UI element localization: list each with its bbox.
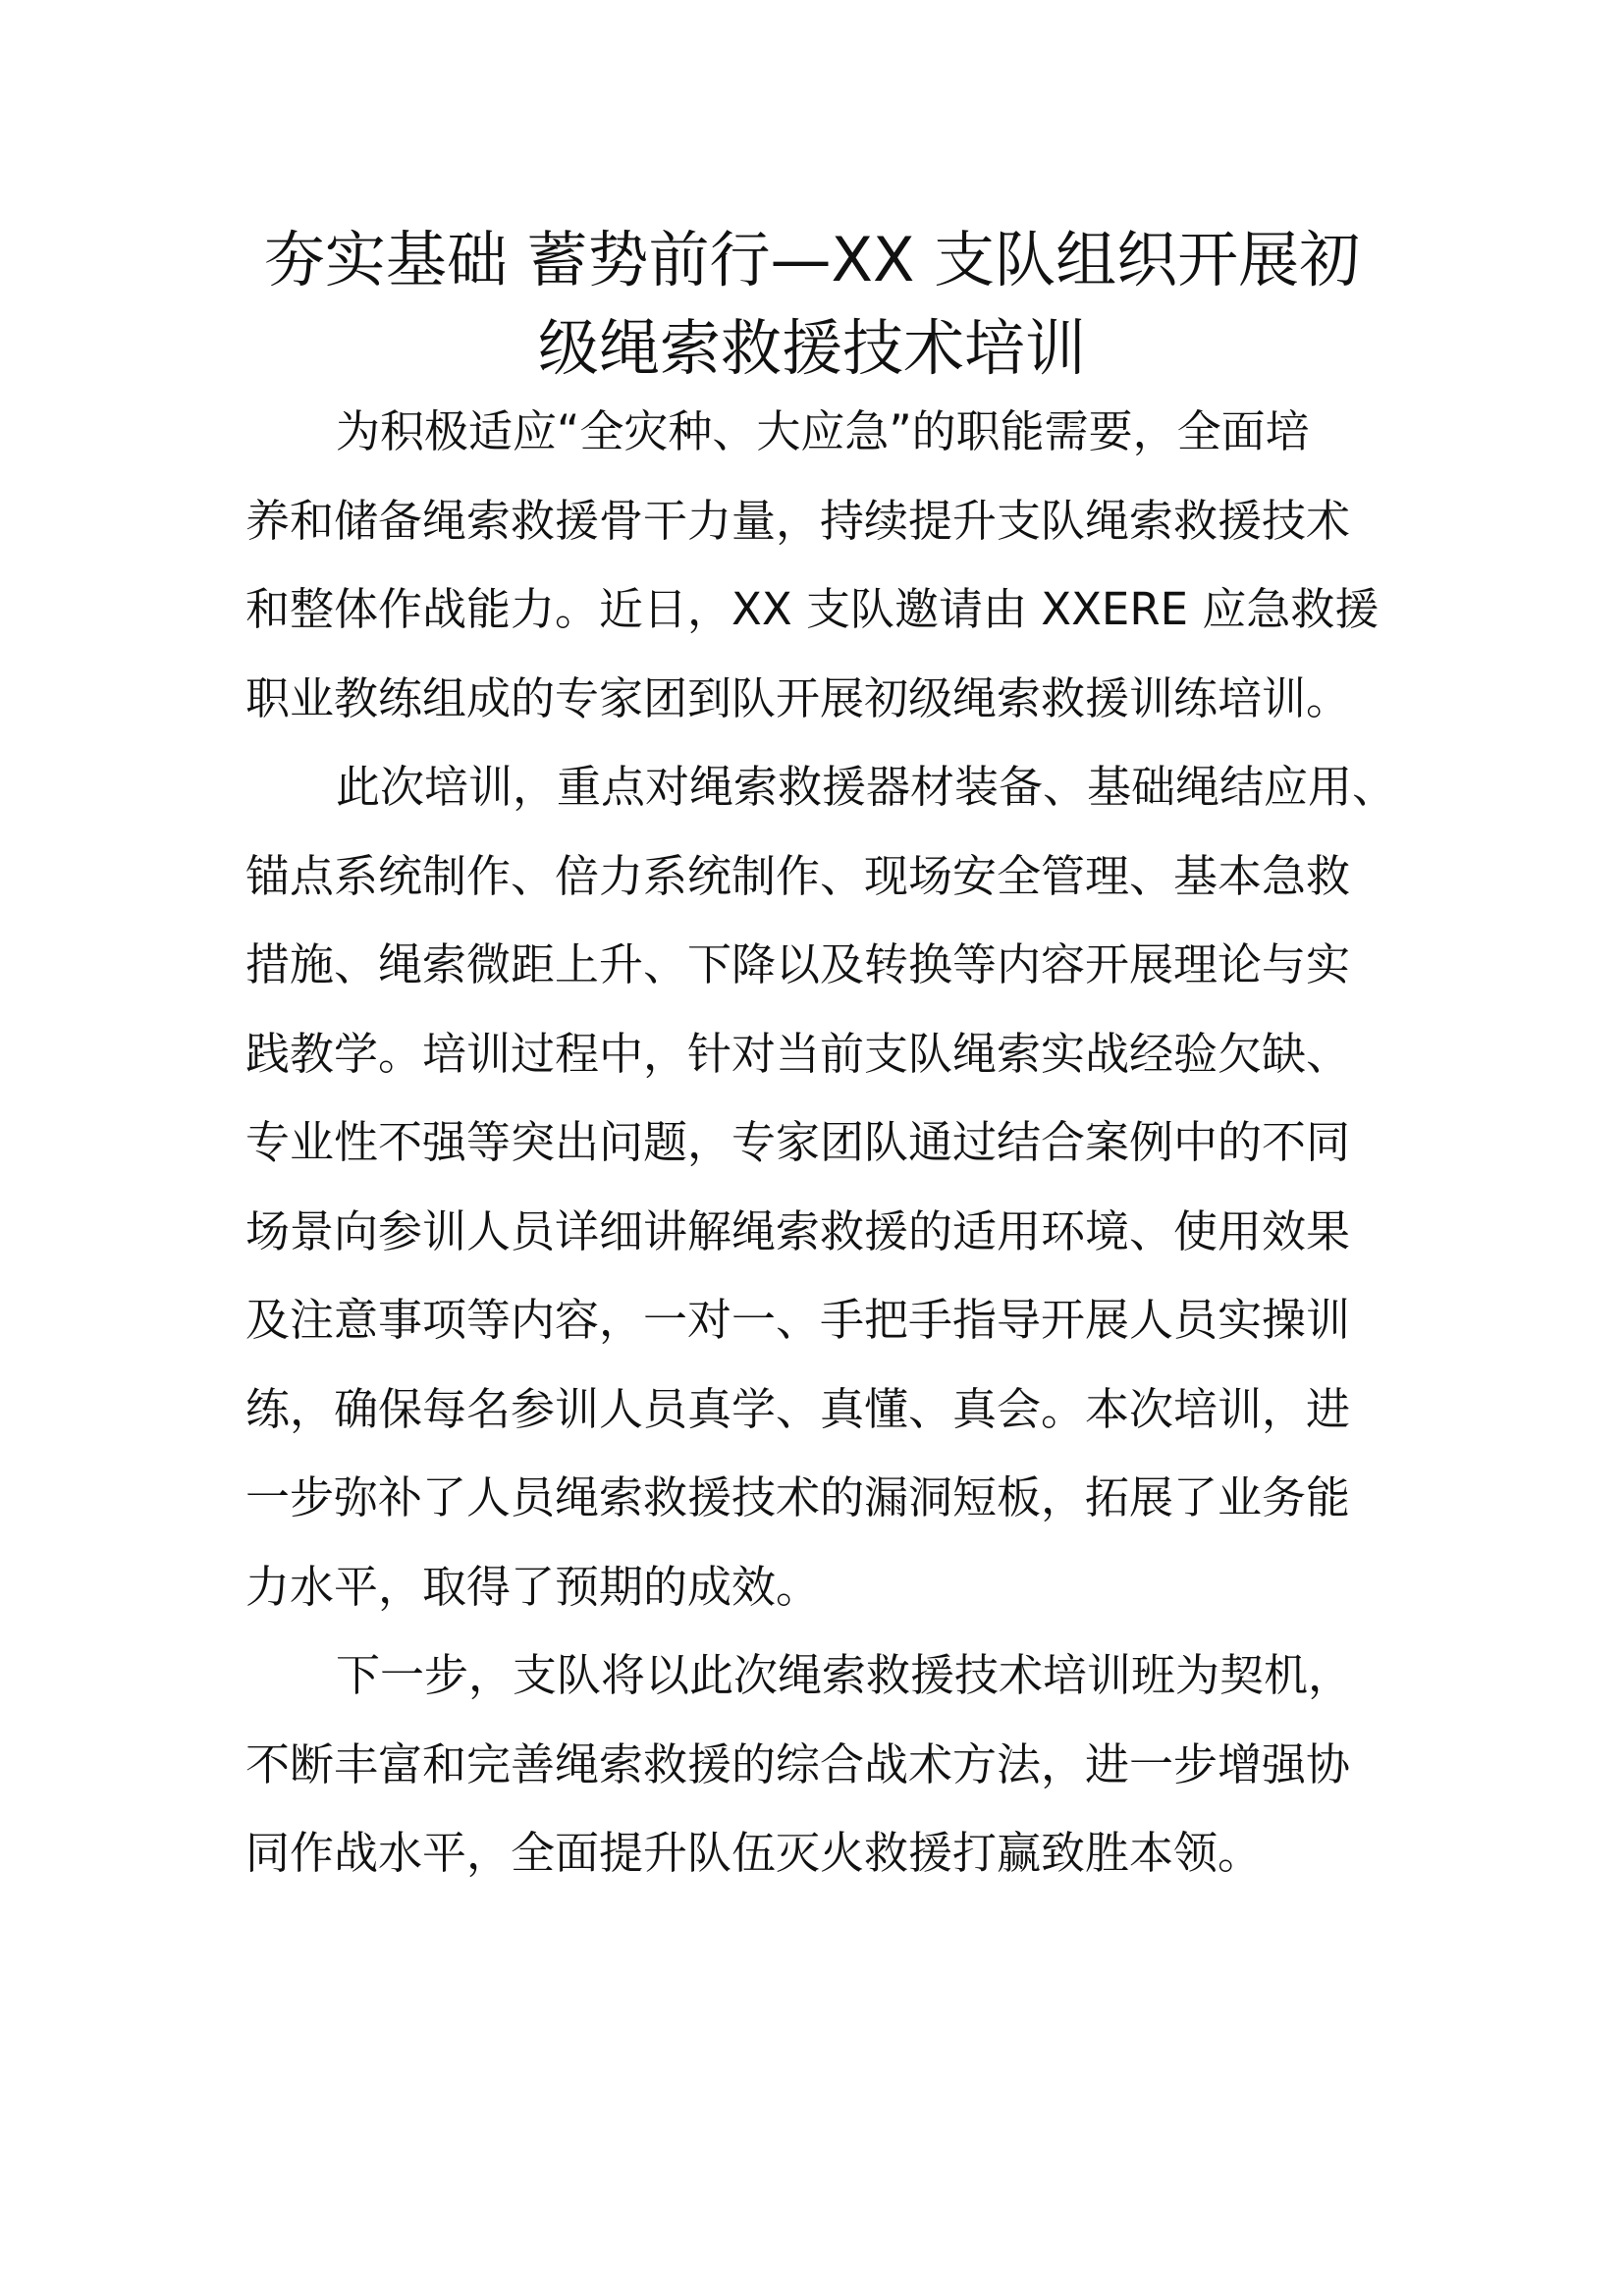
text-line: 下一步，支队将以此次绳索救援技术培训班为契机， bbox=[336, 1649, 1353, 1701]
document-body bbox=[245, 388, 1397, 1898]
text-line: 及注意事项等内容，一对一、手把手指导开展人员实操训 bbox=[245, 1294, 1351, 1346]
text-line: 场景向参训人员详细讲解绳索救援的适用环境、使用效果 bbox=[245, 1204, 1351, 1257]
document-title bbox=[236, 216, 1388, 393]
title-line: 级绳索救援技术培训 bbox=[537, 312, 1086, 384]
title-line: 夯实基础 蓄势前行—XX 支队组织开展初 bbox=[263, 224, 1361, 295]
paragraph-2 bbox=[245, 743, 1397, 1631]
paragraph-3 bbox=[245, 1631, 1384, 1898]
text-line: 一步弥补了人员绳索救援技术的漏洞短板，拓展了业务能 bbox=[245, 1471, 1351, 1523]
text-line: 养和储备绳索救援骨干力量，持续提升支队绳索救援技术 bbox=[245, 494, 1351, 547]
text-line: 专业性不强等突出问题，专家团队通过结合案例中的不同 bbox=[245, 1116, 1351, 1168]
text-line: 此次培训，重点对绳索救援器材装备、基础绳结应用、 bbox=[336, 761, 1397, 813]
text-line: 践教学。培训过程中，针对当前支队绳索实战经验欠缺、 bbox=[245, 1027, 1351, 1080]
text-line: 和整体作战能力。近日，XX 支队邀请由 XXERE 应急救援 bbox=[245, 583, 1380, 635]
text-line: 职业教练组成的专家团到队开展初级绳索救援训练培训。 bbox=[245, 671, 1351, 724]
text-line: 力水平，取得了预期的成效。 bbox=[245, 1560, 821, 1613]
text-line: 不断丰富和完善绳索救援的综合战术方法，进一步增强协 bbox=[245, 1737, 1351, 1790]
text-line: 锚点系统制作、倍力系统制作、现场安全管理、基本急救 bbox=[245, 849, 1351, 902]
text-line: 练，确保每名参训人员真学、真懂、真会。本次培训，进 bbox=[245, 1382, 1351, 1435]
text-line: 措施、绳索微距上升、下降以及转换等内容开展理论与实 bbox=[245, 938, 1351, 990]
text-line: 为积极适应“全灾种、大应急”的职能需要，全面培 bbox=[336, 405, 1310, 457]
paragraph-1 bbox=[245, 388, 1384, 743]
text-line: 同作战水平，全面提升队伍灭火救援打赢致胜本领。 bbox=[245, 1827, 1263, 1879]
